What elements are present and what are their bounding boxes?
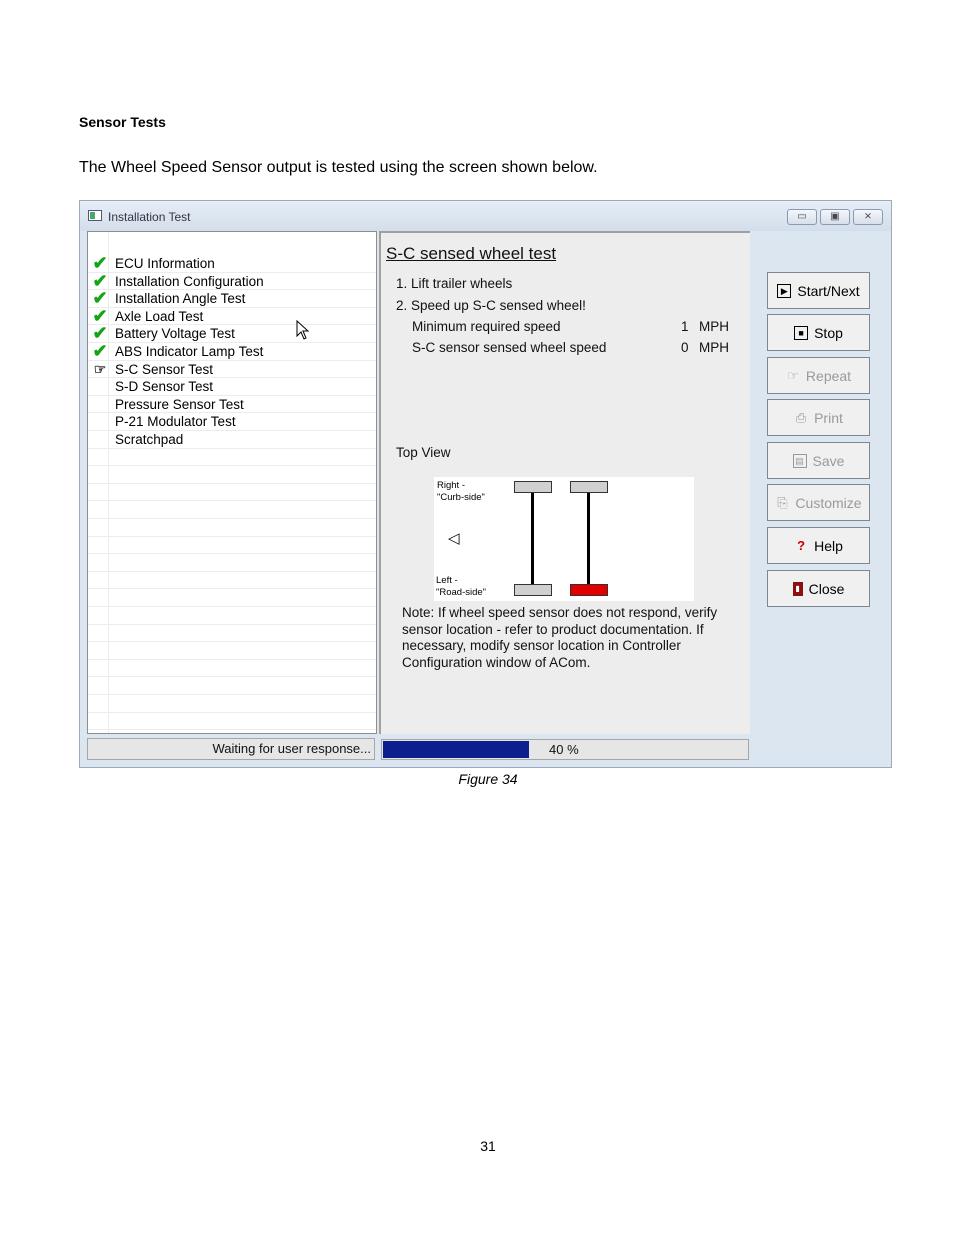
test-list-item[interactable]: [88, 396, 376, 414]
empty-list-row: [88, 695, 376, 713]
empty-list-row: [88, 625, 376, 643]
play-icon: ▶: [777, 284, 791, 298]
sensor-left-rear: [570, 584, 608, 596]
test-list-label: ECU Information: [115, 256, 215, 271]
left-side-label: Left - "Road-side": [436, 575, 487, 598]
status-icon-empty: [90, 396, 110, 413]
test-list-label: Axle Load Test: [115, 308, 204, 324]
direction-arrow-icon: ◁: [448, 530, 460, 547]
close-label: Close: [808, 580, 845, 597]
close-button[interactable]: [767, 570, 870, 607]
repeat-label: Repeat: [805, 367, 852, 384]
test-list-item[interactable]: [88, 290, 376, 308]
step-2: 2. Speed up S-C sensed wheel!: [396, 298, 586, 313]
section-heading: Sensor Tests: [79, 114, 166, 130]
check-icon: ✔: [92, 323, 108, 344]
min-speed-unit: MPH: [699, 319, 729, 334]
empty-list-row: [88, 677, 376, 695]
test-list-item[interactable]: [88, 431, 376, 449]
trailer-diagram: [434, 477, 694, 601]
test-list-item[interactable]: [88, 413, 376, 431]
front-axle: [531, 493, 534, 584]
customize-button[interactable]: [767, 484, 870, 521]
right-side-label: Right - "Curb-side": [437, 480, 485, 503]
test-list-label: Installation Configuration: [115, 273, 264, 289]
help-label: Help: [814, 537, 843, 554]
floppy-disk-icon: ▤: [793, 454, 807, 468]
window-title: Installation Test: [108, 210, 191, 224]
empty-list-row: [88, 607, 376, 625]
printer-icon: ⎙: [795, 409, 807, 425]
test-list-label: S-D Sensor Test: [115, 379, 214, 395]
empty-list-row: [88, 537, 376, 555]
empty-list-row: [88, 554, 376, 572]
empty-list-row: [88, 589, 376, 607]
test-list-label: S-C Sensor Test: [115, 361, 214, 377]
sensed-speed-label: S-C sensor sensed wheel speed: [412, 340, 607, 355]
minimize-button[interactable]: ▭: [787, 209, 817, 225]
maximize-button[interactable]: ▣: [820, 209, 850, 225]
mouse-cursor-icon: [296, 320, 310, 340]
figure-caption: Figure 34: [458, 771, 518, 787]
title-bar: [80, 201, 891, 231]
check-icon: ✔: [92, 288, 108, 309]
close-window-button[interactable]: ⨯: [853, 209, 883, 225]
exit-door-icon: ▮: [793, 582, 803, 596]
status-icon-empty: [90, 413, 110, 430]
save-button[interactable]: [767, 442, 870, 479]
check-icon: ✔: [92, 270, 108, 291]
start-next-label: Start/Next: [797, 282, 860, 299]
sensor-left-front: [514, 584, 552, 596]
installation-test-window: [79, 200, 892, 768]
action-buttons: [752, 231, 888, 734]
start-next-button[interactable]: [767, 272, 870, 309]
test-list-item[interactable]: [88, 270, 376, 291]
sensed-speed-value: 0: [681, 340, 689, 355]
customize-icon: ⎘: [777, 494, 788, 510]
sensor-note: Note: If wheel speed sensor does not respond, verify sensor location - refer to product documentation. If necessary, modify sensor location in Controller Configuration window of ACom.: [402, 605, 718, 670]
customize-label: Customize: [795, 494, 862, 511]
help-button[interactable]: [767, 527, 870, 564]
stop-button[interactable]: [767, 314, 870, 351]
empty-list-row: [88, 466, 376, 484]
empty-list-row: [88, 713, 376, 731]
progress-text: 40 %: [549, 742, 579, 757]
stop-label: Stop: [814, 324, 843, 341]
pointing-hand-icon: ☞: [93, 360, 107, 377]
empty-list-row: [88, 484, 376, 502]
repeat-button[interactable]: [767, 357, 870, 394]
test-list-item[interactable]: [88, 361, 376, 379]
question-mark-icon: ?: [797, 537, 806, 553]
check-icon: ✔: [92, 305, 108, 326]
status-icon-empty: [90, 378, 110, 395]
progress-bar: [381, 739, 749, 760]
empty-list-row: [88, 572, 376, 590]
test-list-label: Pressure Sensor Test: [115, 396, 244, 412]
sensor-right-front: [514, 481, 552, 493]
step-1: 1. Lift trailer wheels: [396, 276, 513, 291]
empty-list-row: [88, 449, 376, 467]
empty-list-row: [88, 519, 376, 537]
test-list-label: P-21 Modulator Test: [115, 414, 236, 430]
page-number: 31: [480, 1138, 496, 1154]
print-button[interactable]: [767, 399, 870, 436]
check-icon: ✔: [92, 253, 108, 273]
progress-fill: [383, 741, 529, 758]
test-list: [87, 231, 377, 734]
sensor-right-rear: [570, 481, 608, 493]
test-list-label: Installation Angle Test: [115, 291, 246, 307]
check-icon: ✔: [92, 341, 108, 361]
test-list-label: Battery Voltage Test: [115, 326, 235, 342]
app-icon: [88, 210, 102, 221]
empty-list-row: [88, 501, 376, 519]
view-label: Top View: [396, 445, 451, 460]
test-list-label: ABS Indicator Lamp Test: [115, 344, 264, 359]
stop-icon: ■: [794, 326, 808, 340]
rear-axle: [587, 493, 590, 584]
test-list-item[interactable]: [88, 378, 376, 396]
min-speed-value: 1: [681, 319, 689, 334]
test-list-item[interactable]: [88, 325, 376, 343]
empty-list-row: [88, 642, 376, 660]
repeat-icon: ☞: [787, 367, 799, 383]
test-list-item[interactable]: [88, 305, 376, 326]
sensed-speed-unit: MPH: [699, 340, 729, 355]
status-message: Waiting for user response...: [87, 738, 375, 760]
test-list-item[interactable]: [88, 343, 376, 361]
print-label: Print: [814, 409, 843, 426]
test-panel: [379, 231, 750, 734]
min-speed-label: Minimum required speed: [412, 319, 561, 334]
test-list-label: Scratchpad: [115, 432, 184, 447]
status-icon-empty: [90, 431, 110, 448]
empty-list-row: [88, 660, 376, 678]
test-list-item[interactable]: [88, 255, 376, 273]
save-label: Save: [812, 452, 845, 469]
test-title: S-C sensed wheel test: [386, 244, 557, 263]
intro-text: The Wheel Speed Sensor output is tested using the screen shown below.: [79, 159, 598, 176]
